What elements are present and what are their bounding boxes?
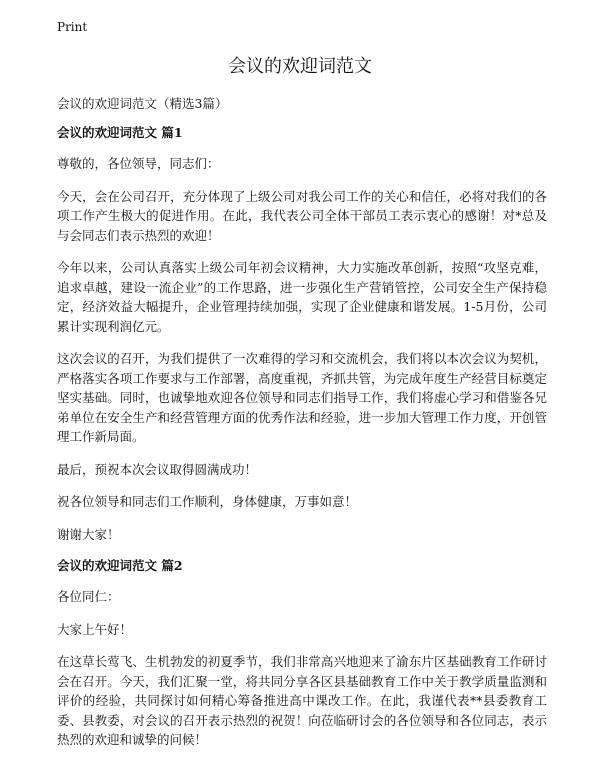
paragraph: 在这草长莺飞、生机勃发的初夏季节，我们非常高兴地迎来了渝东片区基础教育工作研讨会在召开。今天，我们汇聚一堂，将共同分享各区县基础教育工作中关于教学质量监测和评价的经验，共同探讨如何精心筹备推进高中课改工作。在此，我谨代表**县委教育工委、县教委，对会议的召开表示热烈的祝贺！向莅临研讨会的各位领导和各位同志，表示热烈的欢迎和诚挚的问候！: [57, 654, 547, 747]
section-heading: 会议的欢迎词范文 篇2: [57, 558, 183, 573]
document-subtitle: 会议的欢迎词范文（精选3篇）: [57, 96, 228, 111]
paragraph: 祝各位领导和同志们工作顺利，身体健康，万事如意！: [57, 494, 358, 509]
paragraph: 谢谢大家！: [57, 526, 120, 542]
page-title: 会议的欢迎词范文: [228, 56, 372, 77]
paragraph: 最后，预祝本次会议取得圆满成功！: [57, 461, 258, 477]
print-link[interactable]: Print: [57, 20, 88, 34]
paragraph: 这次会议的召开，为我们提供了一次难得的学习和交流机会，我们将以本次会议为契机，严格落实各项工作要求与工作部署，高度重视，齐抓共管，为完成年度生产经营目标奠定坚实基础。同时，也诚挚地欢迎各位领导和同志们指导工作，我们将虚心学习和借鉴各兄弟单位在安全生产和经营管理方面的优秀作法和经验，进一步加大管理工作力度，开创管理工作新局面。: [57, 351, 547, 444]
section-1: [57, 124, 547, 544]
paragraph: 尊敬的，各位领导，同志们：: [57, 156, 220, 171]
paragraph: 各位同仁：: [57, 589, 120, 604]
document-body: [57, 124, 547, 763]
paragraph: 今年以来，公司认真落实上级公司年初会议精神，大力实施改革创新，按照“攻坚克难，追求卓越，建设一流企业”的工作思路，进一步强化生产营销管控，公司安全生产保持稳定，经济效益大幅提升，企业管理持续加强，实现了企业健康和谐发展。1-5月份，公司累计实现利润亿元。: [57, 260, 547, 334]
paragraph: 大家上午好！: [57, 621, 133, 637]
section-2: [57, 557, 547, 750]
section-heading: 会议的欢迎词范文 篇1: [57, 125, 183, 140]
paragraph: 今天，会在公司召开，充分体现了上级公司对我公司工作的关心和信任，必将对我们的各项工作产生极大的促进作用。在此，我代表公司全体干部员工表示衷心的感谢！对*总及与会同志们表示热烈的欢迎！: [57, 188, 547, 243]
